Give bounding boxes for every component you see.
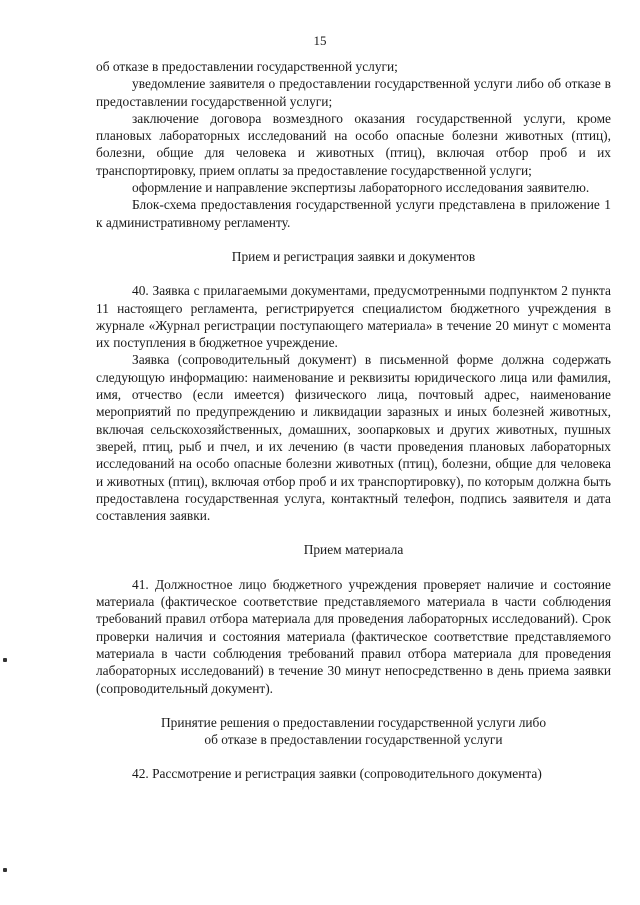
section-heading-line: об отказе в предоставлении государственной услуги — [204, 732, 503, 748]
paragraph: 41. Должностное лицо бюджетного учреждения проверяет наличие и состояние материала (фактическое соответствие представляемого материала в части соблюдения требований правил отбора материала для проведения лабораторных исследований). Срок проверки наличия и состояния материала (фактическое соответствие представляемого материала в части соблюдения требований правил отбора материала для проведения лабораторных исследований) в течение 30 минут непосредственно в день приема заявки (сопроводительный документ). — [96, 576, 611, 696]
paragraph: Блок-схема предоставления государственной услуги представлена в приложение 1 к административному регламенту. — [96, 197, 611, 230]
scan-artifact — [3, 868, 7, 872]
paragraph: Заявка (сопроводительный документ) в письменной форме должна содержать следующую информацию: наименование и реквизиты юридического лица или фамилия, имя, отчество (если имеется) физического лица, почтовый адрес, наименование мероприятий по предупреждению и ликвидации заразных и иных болезней животных, включая сельскохозяйственных, домашних, зоопарковых и других животных, пушных зверей, птиц, рыб и пчел, и их лечению (в части проведения плановых лабораторных исследований на особо опасные болезни животных (птиц), болезни, общие для человека и животных (птиц), включая отбор проб и их транспортировку), по которым должна быть предоставлена государственная услуга, контактный телефон, подпись заявителя и дата составления заявки. — [96, 352, 611, 524]
paragraph: уведомление заявителя о предоставлении государственной услуги либо об отказе в предоставлении государственной услуги; — [96, 76, 611, 109]
paragraph: 42. Рассмотрение и регистрация заявки (сопроводительного документа) — [132, 766, 542, 782]
paragraph: заключение договора возмездного оказания государственной услуги, кроме плановых лабораторных исследований на особо опасные болезни животных (птиц), болезни, общие для человека и животных (птиц), включая отбор проб и их транспортировку, прием оплаты за предоставление государственной услуги; — [96, 110, 611, 178]
paragraph: об отказе в предоставлении государственной услуги; — [96, 59, 398, 74]
section-heading: Прием и регистрация заявки и документов — [231, 248, 476, 264]
section-heading: Прием материала — [303, 542, 404, 558]
scan-artifact — [3, 658, 7, 662]
document-body — [96, 58, 611, 783]
paragraph: оформление и направление экспертизы лабораторного исследования заявителю. — [132, 180, 590, 196]
paragraph: 40. Заявка с прилагаемыми документами, предусмотренными подпунктом 2 пункта 11 настоящего регламента, регистрируется специалистом бюджетного учреждения в журнале «Журнал регистрации поступающего материала» в течение 20 минут с момента их поступления в бюджетное учреждение. — [96, 283, 611, 351]
page-number: 15 — [313, 33, 327, 48]
section-heading-line: Принятие решения о предоставлении государственной услуги либо — [160, 714, 547, 730]
